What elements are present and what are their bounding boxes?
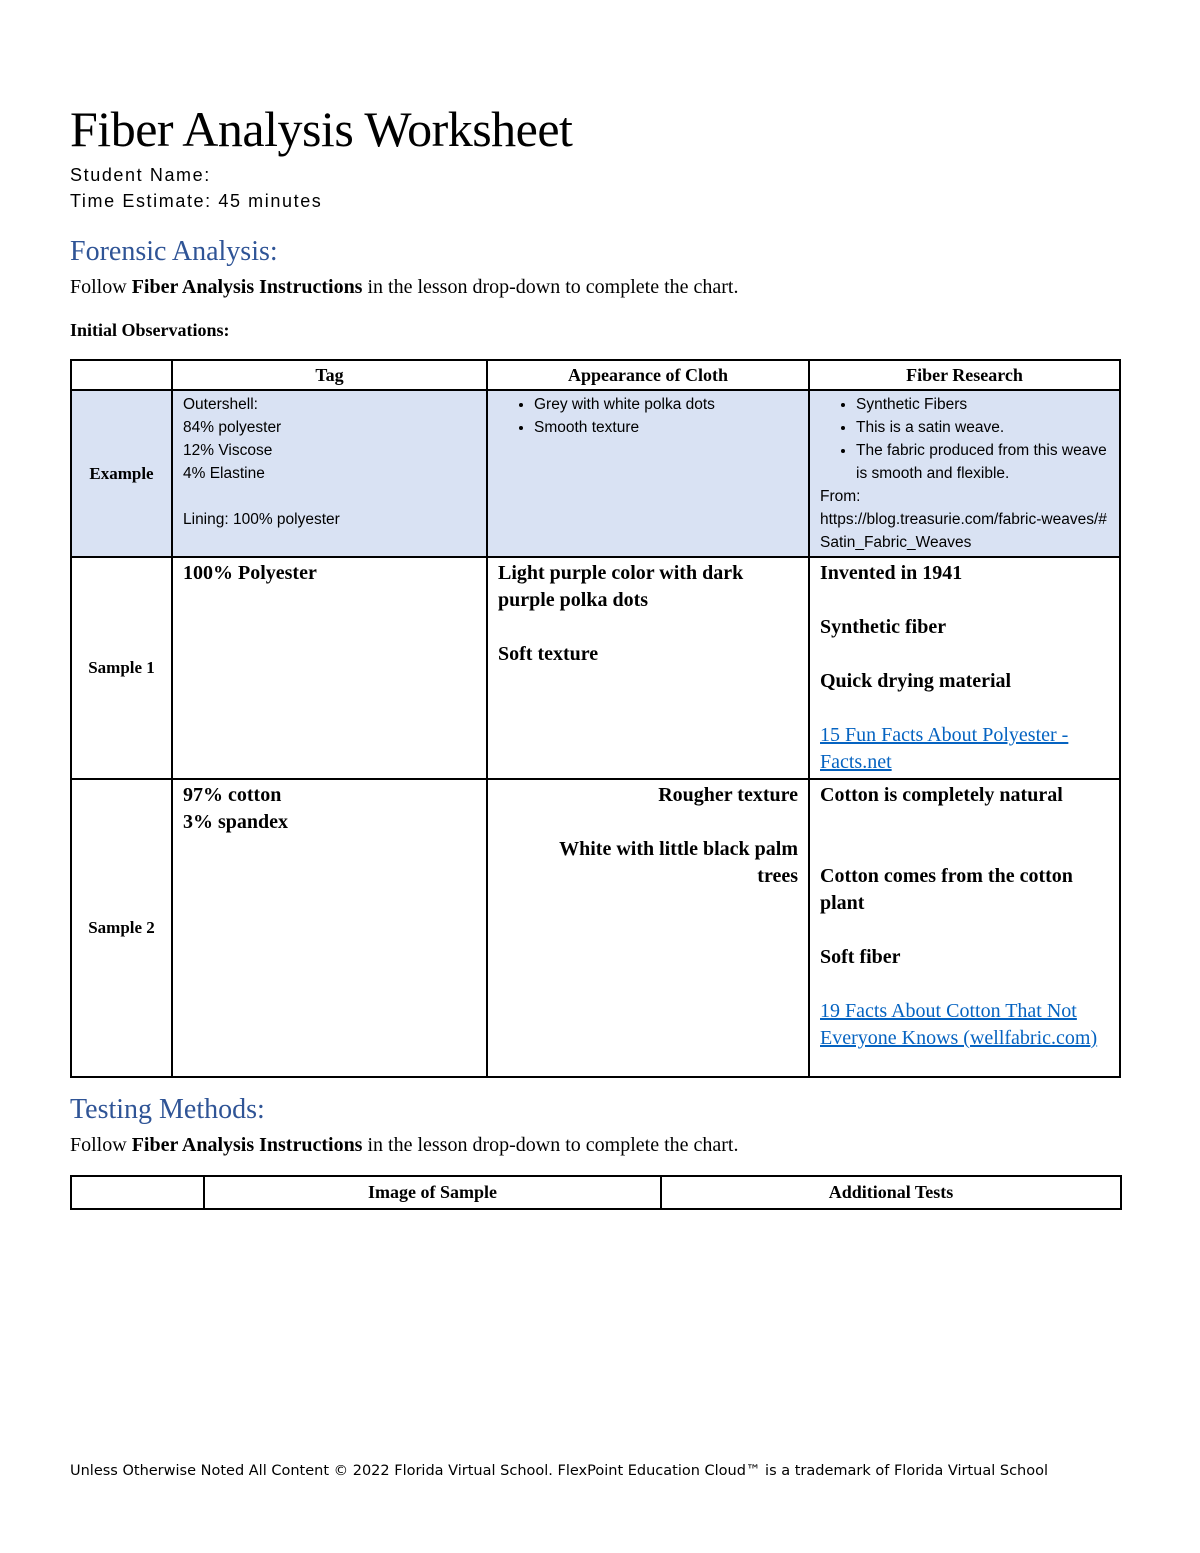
example-research-from: From: bbox=[820, 488, 861, 505]
sample1-research-line: Invented in 1941 bbox=[820, 562, 963, 584]
example-tag-line: 4% Elastine bbox=[183, 465, 265, 482]
sample2-research-cell bbox=[809, 779, 1120, 1077]
sample1-research-line: Synthetic fiber bbox=[820, 616, 947, 638]
sample2-research-line: Soft fiber bbox=[820, 946, 901, 968]
example-research-url: https://blog.treasurie.com/fabric-weaves/#Satin_Fabric_Weaves bbox=[820, 511, 1107, 551]
sample2-appearance-line: Rougher texture bbox=[658, 784, 798, 806]
sample1-appearance-line: Soft texture bbox=[498, 643, 599, 665]
header-blank bbox=[71, 360, 172, 390]
header-additional-tests: Additional Tests bbox=[661, 1176, 1121, 1209]
header-research: Fiber Research bbox=[809, 360, 1120, 390]
row-label-sample2: Sample 2 bbox=[71, 779, 172, 1077]
list-item: • Grey with white polka dots bbox=[534, 393, 798, 416]
example-tag-cell bbox=[172, 390, 487, 557]
list-item: • Smooth texture bbox=[534, 416, 798, 439]
row-label-sample1: Sample 1 bbox=[71, 557, 172, 779]
observations-table bbox=[70, 359, 1121, 1078]
page-title: Fiber Analysis Worksheet bbox=[70, 101, 573, 157]
sample1-tag: 100% Polyester bbox=[183, 562, 317, 584]
testing-instructions bbox=[70, 1134, 738, 1157]
sample2-appearance-cell bbox=[487, 779, 809, 1077]
table-row bbox=[71, 779, 1120, 1077]
example-appearance-cell bbox=[487, 390, 809, 557]
example-tag-line: 84% polyester bbox=[183, 419, 282, 436]
student-name-label: Student Name: bbox=[70, 165, 211, 185]
copyright-footer: Unless Otherwise Noted All Content © 2022 Florida Virtual School. FlexPoint Education Cloud™ is a trademark of Florida Virtual School bbox=[70, 1463, 1049, 1479]
example-research-list bbox=[820, 393, 1109, 485]
instr-post: in the lesson drop-down to complete the chart. bbox=[362, 1134, 739, 1156]
sample1-research-line: Quick drying material bbox=[820, 670, 1012, 692]
list-item: • This is a satin weave. bbox=[856, 416, 1109, 439]
instr-bold: Fiber Analysis Instructions bbox=[131, 1134, 363, 1156]
sample2-tag-line: 3% spandex bbox=[183, 811, 289, 833]
sample1-tag-cell bbox=[172, 557, 487, 779]
table-header-row bbox=[71, 360, 1120, 390]
sample2-research-line: Cotton comes from the cotton plant bbox=[820, 865, 1073, 914]
example-tag-line: Outershell: bbox=[183, 396, 258, 413]
sample2-appearance-line: White with little black palm trees bbox=[559, 838, 798, 887]
header-blank bbox=[71, 1176, 204, 1209]
example-tag-line: 12% Viscose bbox=[183, 442, 273, 459]
header-appearance: Appearance of Cloth bbox=[487, 360, 809, 390]
polyester-facts-link[interactable]: 15 Fun Facts About Polyester - Facts.net bbox=[820, 724, 1069, 773]
header-image-of-sample: Image of Sample bbox=[204, 1176, 661, 1209]
testing-table bbox=[70, 1175, 1122, 1210]
list-item: • The fabric produced from this weave is smooth and flexible. bbox=[856, 439, 1109, 485]
testing-heading: Testing Methods: bbox=[70, 1094, 265, 1125]
example-research-cell bbox=[809, 390, 1120, 557]
sample1-research-cell bbox=[809, 557, 1120, 779]
initial-observations-label: Initial Observations: bbox=[70, 320, 230, 340]
table-header-row bbox=[71, 1176, 1121, 1209]
sample2-tag-line: 97% cotton bbox=[183, 784, 282, 806]
sample1-appearance-cell bbox=[487, 557, 809, 779]
header-tag: Tag bbox=[172, 360, 487, 390]
list-item: • Synthetic Fibers bbox=[856, 393, 1109, 416]
forensic-heading: Forensic Analysis: bbox=[70, 236, 278, 267]
sample2-research-line: Cotton is completely natural bbox=[820, 784, 1063, 806]
example-tag-spacer bbox=[183, 485, 476, 508]
sample1-appearance-line: Light purple color with dark purple polka dots bbox=[498, 562, 744, 611]
row-label-example: Example bbox=[71, 390, 172, 557]
instr-bold: Fiber Analysis Instructions bbox=[131, 276, 363, 298]
instr-pre: Follow bbox=[70, 276, 132, 298]
cotton-facts-link[interactable]: 19 Facts About Cotton That Not Everyone Knows (wellfabric.com) bbox=[820, 1000, 1098, 1049]
time-estimate: Time Estimate: 45 minutes bbox=[70, 191, 323, 211]
forensic-instructions bbox=[70, 276, 738, 299]
example-appearance-list bbox=[498, 393, 798, 439]
sample2-tag-cell bbox=[172, 779, 487, 1077]
table-row bbox=[71, 390, 1120, 557]
instr-pre: Follow bbox=[70, 1134, 132, 1156]
table-row bbox=[71, 557, 1120, 779]
example-tag-line: Lining: 100% polyester bbox=[183, 511, 340, 528]
instr-post: in the lesson drop-down to complete the chart. bbox=[362, 276, 739, 298]
